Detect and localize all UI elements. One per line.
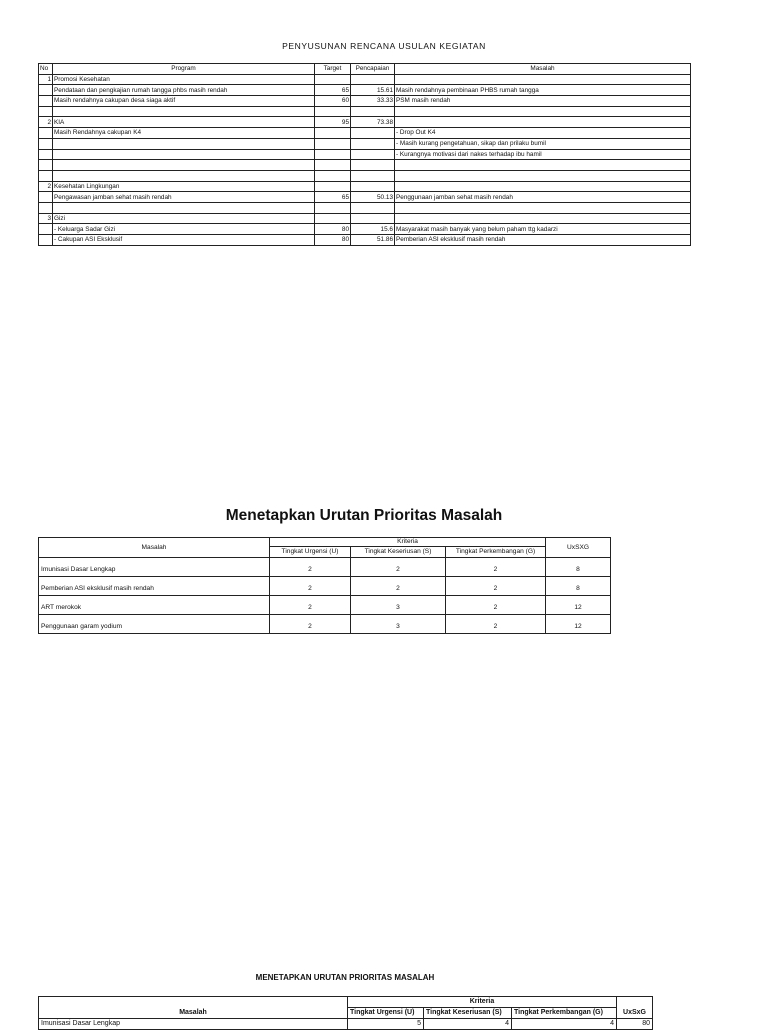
- cell-masalah: [395, 202, 691, 213]
- cell-masalah: [395, 160, 691, 171]
- header-masalah: Masalah: [39, 538, 270, 558]
- cell-pencapaian: [351, 149, 395, 160]
- cell-masalah: - Kurangnya motivasi dari nakes terhadap ibu hamil: [395, 149, 691, 160]
- cell-no: 2: [39, 117, 53, 128]
- cell-urgensi: 2: [270, 596, 351, 615]
- cell-no: 2: [39, 181, 53, 192]
- cell-pencapaian: [351, 213, 395, 224]
- cell-no: 1: [39, 74, 53, 85]
- rencana-usulan-table: [38, 63, 691, 246]
- cell-pencapaian: 33.33: [351, 96, 395, 107]
- cell-program: Pendataan dan pengkajian rumah tangga phbs masih rendah: [53, 85, 315, 96]
- table-row: [39, 106, 691, 117]
- header-perkembangan: Tingkat Perkembangan (G): [512, 1008, 617, 1019]
- cell-target: 65: [315, 85, 351, 96]
- cell-program: Gizi: [53, 213, 315, 224]
- cell-no: [39, 85, 53, 96]
- cell-pencapaian: [351, 74, 395, 85]
- cell-pencapaian: 51.86: [351, 235, 395, 246]
- cell-program: Kesehatan Lingkungan: [53, 181, 315, 192]
- table-row: [39, 96, 691, 107]
- header-kriteria: Kriteria: [270, 538, 546, 547]
- cell-no: [39, 106, 53, 117]
- cell-pencapaian: 15.61: [351, 85, 395, 96]
- cell-program: - Keluarga Sadar Gizi: [53, 224, 315, 235]
- cell-masalah: Masyarakat masih banyak yang belum paham ttg kadarzi: [395, 224, 691, 235]
- table-row: [39, 74, 691, 85]
- cell-masalah: Penggunaan jamban sehat masih rendah: [395, 192, 691, 203]
- table-row: [39, 596, 611, 615]
- table-row: [39, 615, 611, 634]
- cell-program: KIA: [53, 117, 315, 128]
- cell-perkembangan: 2: [446, 615, 546, 634]
- table-row: [39, 128, 691, 139]
- cell-masalah: PSM masih rendah: [395, 96, 691, 107]
- header-uxsxg: UxSXG: [546, 538, 611, 558]
- cell-pencapaian: [351, 106, 395, 117]
- cell-target: 65: [315, 192, 351, 203]
- cell-no: [39, 224, 53, 235]
- cell-pencapaian: 15.6: [351, 224, 395, 235]
- cell-keseriusan: 2: [351, 577, 446, 596]
- table-row: [39, 1019, 653, 1030]
- table-row: [39, 235, 691, 246]
- table-row: [39, 149, 691, 160]
- cell-target: [315, 160, 351, 171]
- cell-keseriusan: 4: [424, 1019, 512, 1030]
- table-row: [39, 170, 691, 181]
- section3-title: MENETAPKAN URUTAN PRIORITAS MASALAH: [255, 973, 435, 982]
- cell-target: [315, 181, 351, 192]
- cell-target: [315, 128, 351, 139]
- header-keseriusan: Tingkat Keseriusan (S): [351, 547, 446, 558]
- cell-masalah: Masih rendahnya pembinaan PHBS rumah tangga: [395, 85, 691, 96]
- cell-pencapaian: [351, 138, 395, 149]
- cell-masalah: Pemberian ASI eksklusif masih rendah: [395, 235, 691, 246]
- cell-target: [315, 106, 351, 117]
- cell-no: 3: [39, 213, 53, 224]
- cell-perkembangan: 2: [446, 577, 546, 596]
- cell-pencapaian: [351, 181, 395, 192]
- cell-target: [315, 74, 351, 85]
- cell-pencapaian: [351, 160, 395, 171]
- header-urgensi: Tingkat Urgensi (U): [348, 1008, 424, 1019]
- cell-no: [39, 202, 53, 213]
- cell-pencapaian: [351, 202, 395, 213]
- cell-program: - Cakupan ASI Eksklusif: [53, 235, 315, 246]
- cell-pencapaian: [351, 170, 395, 181]
- cell-keseriusan: 3: [351, 596, 446, 615]
- cell-masalah: - Masih kurang pengetahuan, sikap dan prilaku bumil: [395, 138, 691, 149]
- table-header-row: [39, 538, 611, 547]
- header-masalah: Masalah: [39, 997, 348, 1019]
- cell-program: Pengawasan jamban sehat masih rendah: [53, 192, 315, 203]
- header-kriteria: Kriteria: [348, 997, 617, 1008]
- cell-program: [53, 170, 315, 181]
- table-header-row: [39, 997, 653, 1008]
- cell-target: [315, 202, 351, 213]
- header-urgensi: Tingkat Urgensi (U): [270, 547, 351, 558]
- cell-masalah: Imunisasi Dasar Lengkap: [39, 558, 270, 577]
- cell-no: [39, 170, 53, 181]
- table-row: [39, 138, 691, 149]
- cell-masalah: [395, 74, 691, 85]
- cell-urgensi: 2: [270, 615, 351, 634]
- cell-urgensi: 2: [270, 558, 351, 577]
- cell-no: [39, 138, 53, 149]
- table-row: [39, 85, 691, 96]
- cell-program: [53, 202, 315, 213]
- cell-masalah: [395, 170, 691, 181]
- prioritas-masalah-table-2: [38, 996, 653, 1030]
- header-no: No: [39, 64, 53, 75]
- section2-title: Menetapkan Urutan Prioritas Masalah: [225, 507, 503, 524]
- cell-masalah: Imunisasi Dasar Lengkap: [39, 1019, 348, 1030]
- cell-target: 80: [315, 235, 351, 246]
- table-row: [39, 160, 691, 171]
- cell-masalah: - Drop Out K4: [395, 128, 691, 139]
- cell-uxsxg: 80: [617, 1019, 653, 1030]
- cell-masalah: [395, 106, 691, 117]
- table-row: [39, 577, 611, 596]
- cell-masalah: Penggunaan garam yodium: [39, 615, 270, 634]
- table-row: [39, 202, 691, 213]
- cell-pencapaian: 50.13: [351, 192, 395, 203]
- table-header-row: [39, 64, 691, 75]
- prioritas-masalah-table: [38, 537, 611, 634]
- header-uxsxg: UxSxG: [617, 997, 653, 1019]
- cell-no: [39, 192, 53, 203]
- header-keseriusan: Tingkat Keseriusan (S): [424, 1008, 512, 1019]
- table-row: [39, 117, 691, 128]
- cell-uxsxg: 12: [546, 596, 611, 615]
- cell-uxsxg: 12: [546, 615, 611, 634]
- table-row: [39, 558, 611, 577]
- cell-keseriusan: 3: [351, 615, 446, 634]
- cell-no: [39, 235, 53, 246]
- cell-no: [39, 149, 53, 160]
- table-row: [39, 224, 691, 235]
- header-pencapaian: Pencapaian: [351, 64, 395, 75]
- cell-urgensi: 2: [270, 577, 351, 596]
- cell-program: [53, 149, 315, 160]
- cell-program: [53, 138, 315, 149]
- cell-masalah: Pemberian ASI eksklusif masih rendah: [39, 577, 270, 596]
- table-row: [39, 181, 691, 192]
- section1-title: PENYUSUNAN RENCANA USULAN KEGIATAN: [282, 41, 486, 51]
- cell-pencapaian: 73.38: [351, 117, 395, 128]
- cell-program: [53, 160, 315, 171]
- cell-program: [53, 106, 315, 117]
- cell-target: [315, 213, 351, 224]
- cell-masalah: [395, 213, 691, 224]
- cell-target: 80: [315, 224, 351, 235]
- cell-target: [315, 170, 351, 181]
- cell-keseriusan: 2: [351, 558, 446, 577]
- cell-masalah: ART merokok: [39, 596, 270, 615]
- header-perkembangan: Tingkat Perkembangan (G): [446, 547, 546, 558]
- cell-urgensi: 5: [348, 1019, 424, 1030]
- cell-perkembangan: 2: [446, 596, 546, 615]
- cell-no: [39, 128, 53, 139]
- header-program: Program: [53, 64, 315, 75]
- cell-pencapaian: [351, 128, 395, 139]
- cell-target: 60: [315, 96, 351, 107]
- header-target: Target: [315, 64, 351, 75]
- cell-perkembangan: 4: [512, 1019, 617, 1030]
- header-masalah: Masalah: [395, 64, 691, 75]
- table-row: [39, 213, 691, 224]
- cell-perkembangan: 2: [446, 558, 546, 577]
- cell-target: [315, 138, 351, 149]
- cell-masalah: [395, 181, 691, 192]
- cell-no: [39, 160, 53, 171]
- cell-program: Promosi Kesehatan: [53, 74, 315, 85]
- cell-program: Masih Rendahnya cakupan K4: [53, 128, 315, 139]
- cell-target: [315, 149, 351, 160]
- table-row: [39, 192, 691, 203]
- cell-program: Masih rendahnya cakupan desa siaga aktif: [53, 96, 315, 107]
- cell-no: [39, 96, 53, 107]
- cell-uxsxg: 8: [546, 558, 611, 577]
- cell-target: 95: [315, 117, 351, 128]
- cell-masalah: [395, 117, 691, 128]
- cell-uxsxg: 8: [546, 577, 611, 596]
